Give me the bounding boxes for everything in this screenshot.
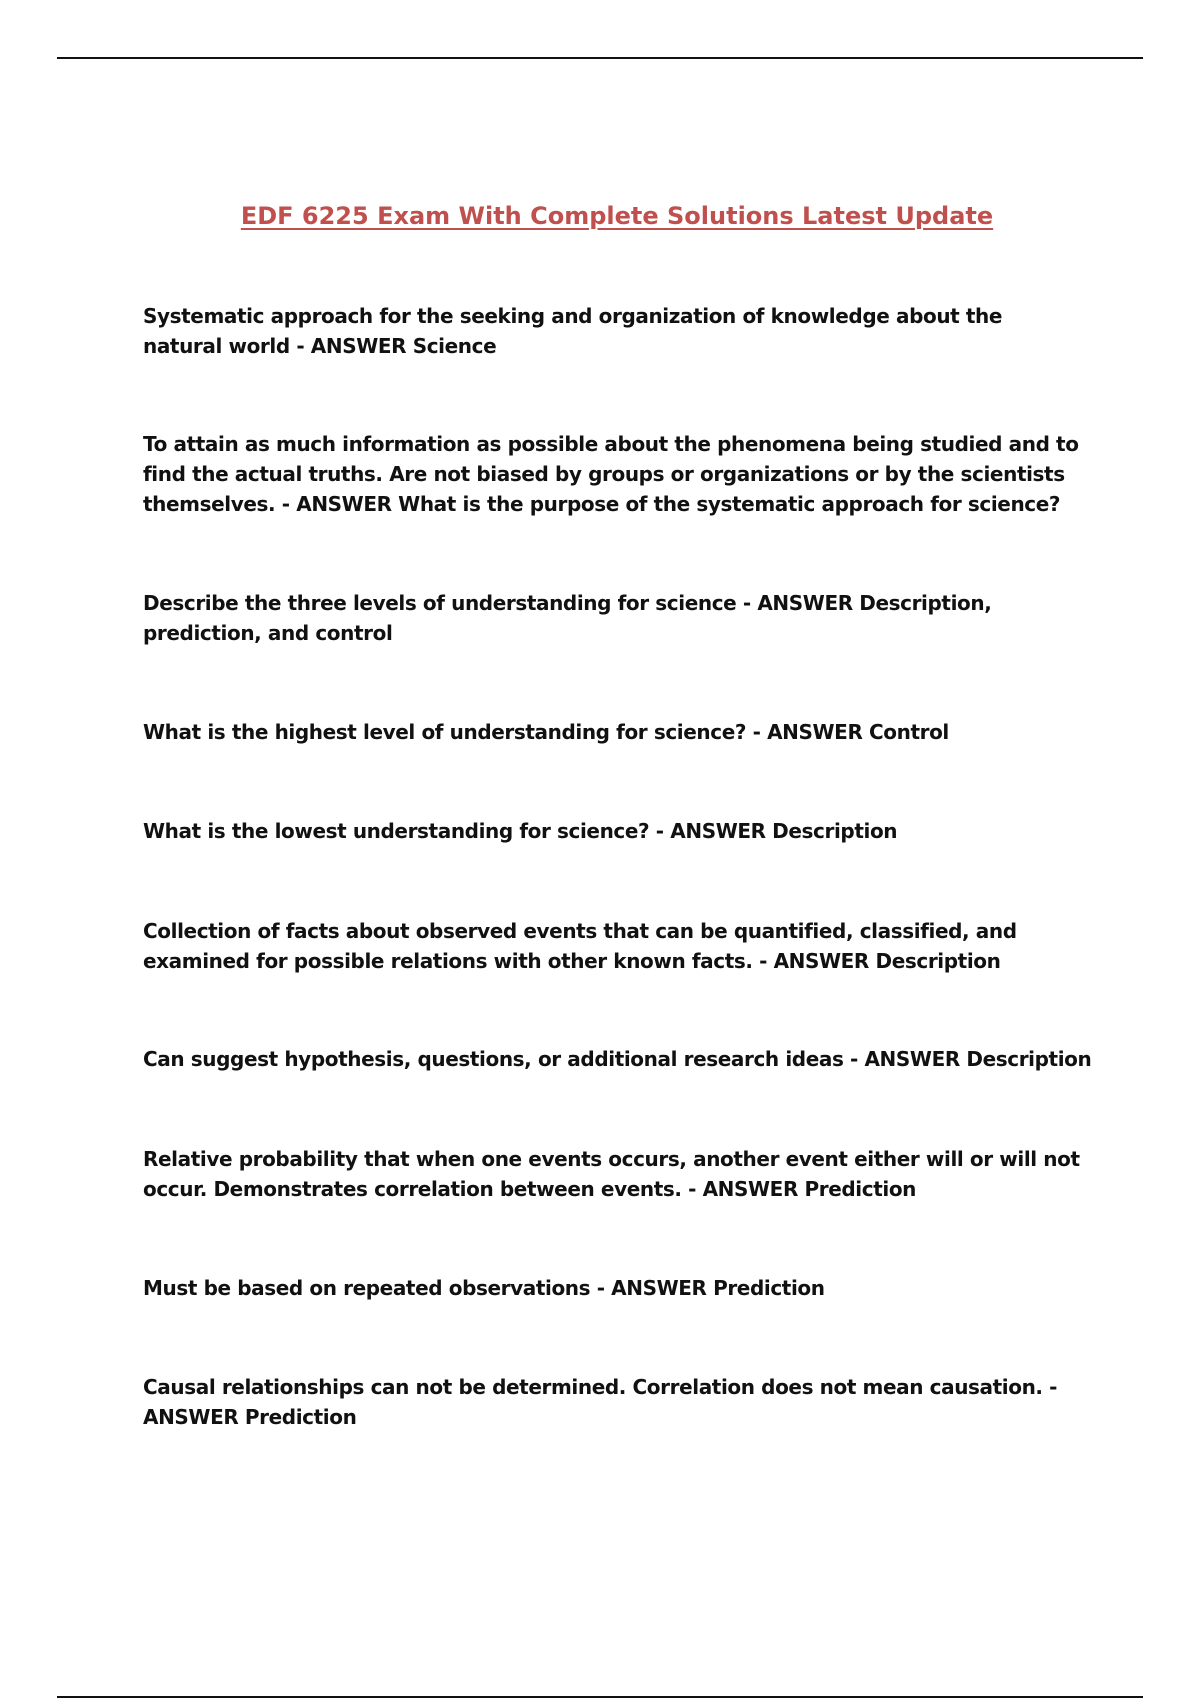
qa-item: Must be based on repeated observations - ANSWER Prediction bbox=[143, 1276, 825, 1300]
qa-item: Can suggest hypothesis, questions, or additional research ideas - ANSWER Description bbox=[143, 1047, 1092, 1071]
footer-rule bbox=[57, 1696, 1143, 1698]
qa-item: Relative probability that when one events occurs, another event either will or will not occur. Demonstrates correlation between events. - ANSWER Prediction bbox=[143, 1147, 1080, 1201]
qa-item: Describe the three levels of understanding for science - ANSWER Description, prediction, and control bbox=[143, 591, 992, 645]
qa-item: To attain as much information as possible about the phenomena being studied and to find the actual truths. Are not biased by groups or organizations or by the scientists themselves. - ANSWER What is the purpose of the systematic approach for science? bbox=[143, 432, 1079, 516]
qa-item: Causal relationships can not be determined. Correlation does not mean causation. - ANSWER Prediction bbox=[143, 1375, 1058, 1429]
qa-item: What is the highest level of understanding for science? - ANSWER Control bbox=[143, 720, 949, 744]
document-title-text: EDF 6225 Exam With Complete Solutions Latest Update bbox=[240, 202, 994, 230]
qa-item: Collection of facts about observed events that can be quantified, classified, and examined for possible relations with other known facts. - ANSWER Description bbox=[143, 919, 1017, 973]
qa-item: What is the lowest understanding for science? - ANSWER Description bbox=[143, 819, 898, 843]
qa-item: Systematic approach for the seeking and organization of knowledge about the natural world - ANSWER Science bbox=[143, 304, 1003, 358]
